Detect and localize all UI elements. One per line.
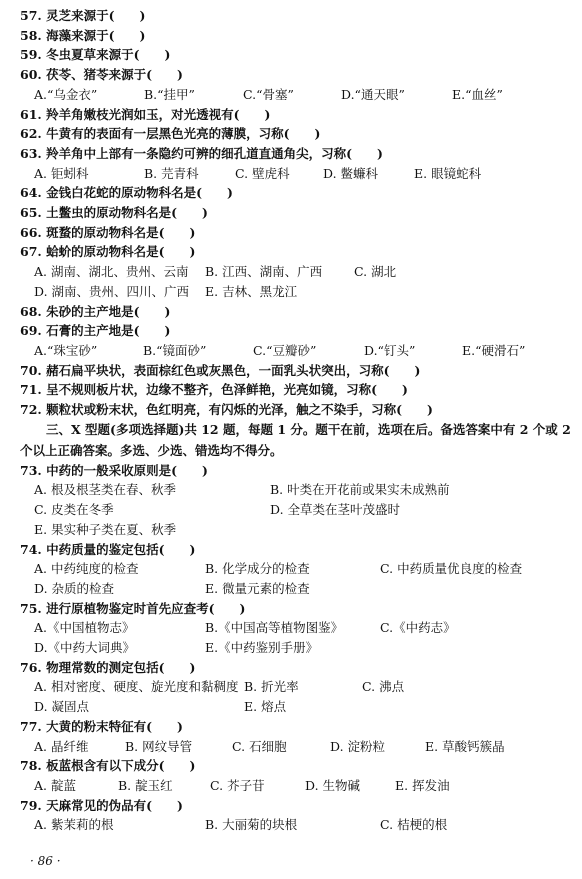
question-61: 61. 羚羊角嫩枝光润如玉，对光透视有( ) — [20, 106, 271, 122]
option-e: E. 熔点 — [244, 699, 287, 715]
option-a: A. 钜蚓科 — [34, 165, 89, 181]
option-d: D. 淀粉粒 — [330, 738, 386, 754]
question-66: 66. 斑蝥的原动物科名是( ) — [20, 224, 196, 240]
question-73: 73. 中药的一般采收原则是( ) — [20, 462, 208, 478]
option-e: E.“硬滑石” — [462, 342, 526, 358]
option-e: E. 果实种子类在夏、秋季 — [34, 521, 177, 537]
option-a: A. 晶纤维 — [34, 738, 89, 754]
options-73-row2 — [0, 500, 582, 520]
option-a: A. 中药纯度的检查 — [34, 561, 139, 577]
question-65: 65. 土鳖虫的原动物科名是( ) — [20, 205, 208, 220]
question-77: 77. 大黄的粉末特征有( ) — [20, 718, 183, 734]
question-75: 75. 进行原植物鉴定时首先应查考( ) — [20, 600, 246, 616]
question-63: 63. 羚羊角中上部有一条隐约可辨的细孔道直通角尖，习称( ) — [20, 145, 383, 161]
options-67-row1 — [0, 262, 582, 282]
options-79 — [0, 815, 582, 835]
question-58: 58. 海藻来源于( ) — [20, 27, 146, 43]
option-c: C. 中药质量优良度的检查 — [380, 561, 523, 577]
option-c: C. 沸点 — [362, 679, 405, 695]
options-74-row2 — [0, 579, 582, 599]
option-e: E. 微量元素的检查 — [205, 580, 310, 596]
options-77 — [0, 737, 582, 757]
options-63 — [0, 164, 582, 184]
option-b: B. 化学成分的检查 — [205, 561, 310, 577]
question-79: 79. 天麻常见的伪品有( ) — [20, 797, 183, 813]
question-71: 71. 呈不规则板片状，边缘不整齐，色泽鲜艳，光亮如镜，习称( ) — [20, 382, 408, 398]
question-70: 70. 赭石扁平块状，表面棕红色或灰黑色，一面乳头状突出，习称( ) — [20, 362, 421, 378]
option-d: D.“钉头” — [364, 342, 416, 358]
option-c: C. 桔梗的根 — [380, 817, 448, 833]
option-c: C.《中药志》 — [380, 620, 456, 636]
option-e: E. 草酸钙簇晶 — [425, 738, 505, 754]
option-e: E. 吉林、黑龙江 — [205, 283, 298, 299]
option-b: B. 靛玉红 — [118, 777, 173, 793]
option-d: D. 鳖蠊科 — [323, 165, 379, 181]
option-e: E.《中药鉴别手册》 — [205, 640, 319, 655]
question-76: 76. 物理常数的测定包括( ) — [20, 659, 196, 675]
question-62: 62. 牛黄有的表面有一层黑色光亮的薄膜，习称( ) — [20, 126, 321, 142]
option-a: A.“乌金衣” — [34, 86, 98, 102]
option-c: C. 石细胞 — [232, 738, 287, 754]
question-78: 78. 板蓝根含有以下成分( ) — [20, 758, 196, 774]
question-64: 64. 金钱白花蛇的原动物科名是( ) — [20, 185, 233, 201]
question-68: 68. 朱砂的主产地是( ) — [20, 303, 171, 319]
option-d: D. 生物碱 — [305, 777, 361, 793]
option-a: A. 相对密度、硬度、旋光度和黏稠度 — [34, 679, 239, 695]
option-b: B. 折光率 — [244, 679, 299, 695]
option-d: D. 湖南、贵州、四川、广西 — [34, 283, 190, 299]
options-67-row2 — [0, 282, 582, 302]
option-a: A. 紫茉莉的根 — [34, 817, 114, 833]
options-76-row2 — [0, 697, 582, 717]
options-73-row1 — [0, 480, 582, 500]
question-69: 69. 石膏的主产地是( ) — [20, 323, 171, 339]
section-heading-x-type: 三、X 型题(多项选择题)共 12 题，每题 1 分。题干在前，选项在后。备选答案中有 2 个或 2 个以上正确答案。多选、少选、错选均不得分。 — [20, 421, 571, 458]
options-76-row1 — [0, 677, 582, 697]
option-b: B. 叶类在开花前或果实未成熟前 — [270, 482, 450, 498]
option-e: E.“血丝” — [452, 86, 503, 102]
options-78 — [0, 776, 582, 796]
option-c: C. 湖北 — [354, 264, 397, 280]
page-number: · 86 · — [30, 854, 61, 868]
options-60 — [0, 85, 582, 105]
question-60: 60. 茯苓、猪苓来源于( ) — [20, 67, 183, 83]
options-69 — [0, 341, 582, 361]
question-72: 72. 颗粒状或粉末状，色红明亮，有闪烁的光泽，触之不染手，习称( ) — [20, 402, 433, 417]
question-74: 74. 中药质量的鉴定包括( ) — [20, 541, 196, 557]
option-d: D. 杂质的检查 — [34, 580, 115, 596]
option-b: B. 网纹导管 — [125, 738, 193, 754]
option-d: D. 凝固点 — [34, 699, 90, 715]
option-c: C.“豆瓣砂” — [253, 342, 317, 358]
options-75-row2 — [0, 638, 582, 658]
option-a: A.《中国植物志》 — [34, 620, 135, 636]
option-b: B.“挂甲” — [144, 86, 195, 102]
option-e: E. 挥发油 — [395, 777, 450, 793]
option-d: D.“通天眼” — [341, 86, 405, 102]
option-b: B. 芫青科 — [144, 165, 199, 181]
option-b: B. 大丽菊的块根 — [205, 817, 298, 833]
option-a: A. 根及根茎类在春、秋季 — [34, 482, 176, 498]
options-74-row1 — [0, 559, 582, 579]
options-75-row1 — [0, 618, 582, 638]
option-c: C.“骨塞” — [243, 86, 294, 102]
option-a: A.“珠宝砂” — [34, 342, 98, 358]
option-c: C. 芥子苷 — [210, 777, 265, 793]
option-d: D.《中药大词典》 — [34, 640, 136, 655]
option-c: C. 壁虎科 — [235, 165, 290, 181]
question-57: 57. 灵芝来源于( ) — [20, 8, 146, 23]
option-a: A. 靛蓝 — [34, 777, 76, 793]
option-b: B. 江西、湖南、广西 — [205, 264, 323, 280]
option-d: D. 全草类在茎叶茂盛时 — [270, 502, 401, 518]
question-59: 59. 冬虫夏草来源于( ) — [20, 47, 171, 63]
option-a: A. 湖南、湖北、贵州、云南 — [34, 264, 189, 280]
question-67: 67. 蛤蚧的原动物科名是( ) — [20, 244, 196, 260]
option-b: B.《中国高等植物图鉴》 — [205, 620, 344, 636]
option-b: B.“镜面砂” — [143, 342, 207, 358]
options-73-row3 — [0, 520, 582, 540]
option-c: C. 皮类在冬季 — [34, 502, 114, 518]
option-e: E. 眼镜蛇科 — [414, 165, 482, 181]
